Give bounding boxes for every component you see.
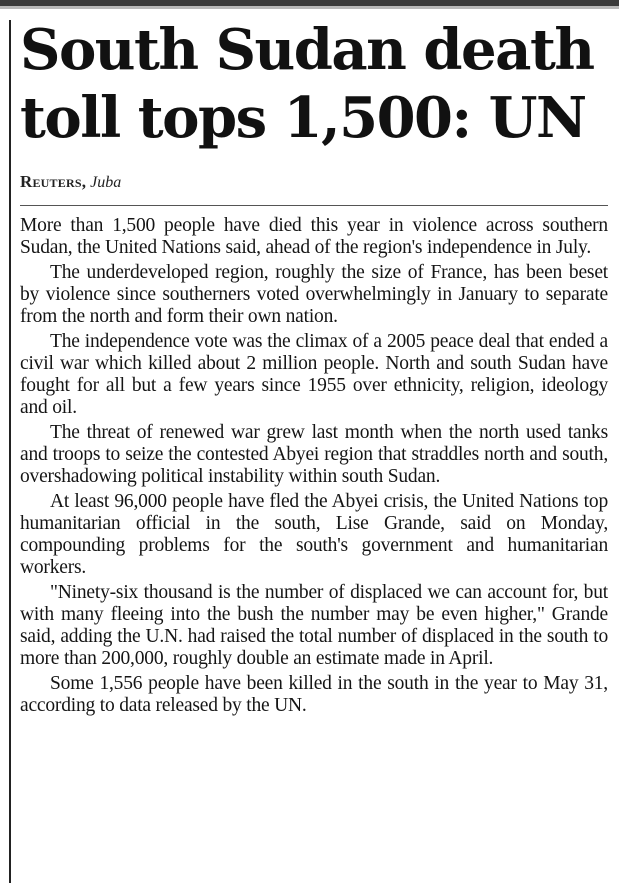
article-paragraph: At least 96,000 people have fled the Abyei crisis, the United Nations top humanitarian official in the south, Lise Grande, said on Monday, compounding problems for the south's government and humanitarian workers.	[20, 491, 608, 578]
byline-agency: Reuters,	[20, 172, 87, 191]
article-body	[20, 215, 608, 717]
article-paragraph: The underdeveloped region, roughly the size of France, has been beset by violence since southerners voted overwhelmingly in January to separate from the north and form their own nation.	[20, 262, 608, 327]
headline: South Sudan death toll tops 1,500: UN	[20, 17, 594, 151]
news-article	[20, 16, 608, 717]
article-paragraph: More than 1,500 people have died this year in violence across southern Sudan, the United Nations said, ahead of the region's independence in July.	[20, 215, 608, 258]
byline-dateline: Juba	[90, 174, 122, 191]
article-paragraph: Some 1,556 people have been killed in the south in the year to May 31, according to data released by the UN.	[20, 673, 608, 716]
article-paragraph: "Ninety-six thousand is the number of displaced we can account for, but with many fleeing into the bush the number may be even higher," Grande said, adding the U.N. had raised the total number of displaced in the south to more than 200,000, roughly double an estimate made in April.	[20, 582, 608, 669]
column-rule	[9, 20, 11, 883]
article-paragraph: The threat of renewed war grew last month when the north used tanks and troops to seize the contested Abyei region that straddles north and south, overshadowing political instability within south Sudan.	[20, 422, 608, 487]
article-paragraph: The independence vote was the climax of a 2005 peace deal that ended a civil war which killed about 2 million people. North and south Sudan have fought for all but a few years since 1955 over ethnicity, religion, ideology and oil.	[20, 331, 608, 418]
top-border-shadow	[0, 6, 619, 9]
byline-divider	[20, 205, 608, 206]
byline	[20, 173, 608, 192]
